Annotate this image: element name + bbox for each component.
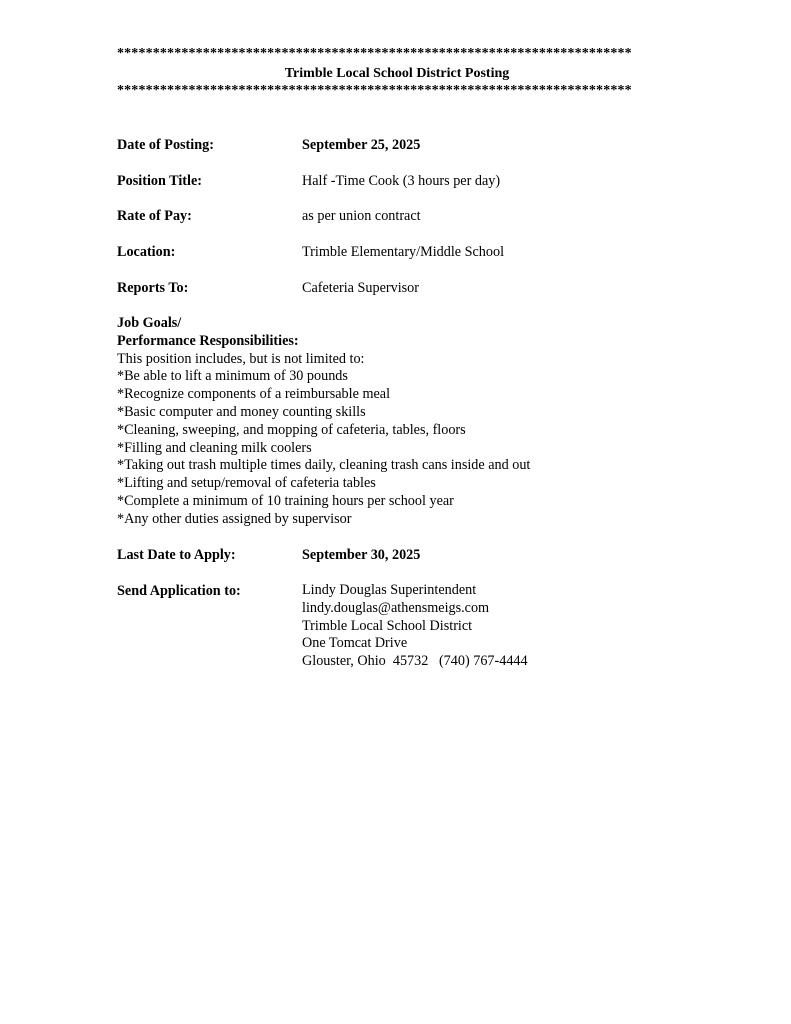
- posting-title: Trimble Local School District Posting: [284, 66, 510, 81]
- list-item: *Basic computer and money counting skills: [117, 403, 366, 420]
- asterisk-divider-bottom: ************************************************************************: [117, 83, 632, 98]
- send-application-address: [302, 582, 528, 671]
- date-of-posting-value: September 25, 2025: [302, 137, 421, 153]
- contact-email: lindy.douglas@athensmeigs.com: [302, 599, 490, 616]
- rate-of-pay-label: Rate of Pay:: [117, 208, 192, 224]
- asterisk-divider-top: ************************************************************************: [117, 46, 632, 61]
- list-item: *Any other duties assigned by supervisor: [117, 510, 352, 527]
- position-title-value: Half -Time Cook (3 hours per day): [302, 173, 501, 189]
- contact-city-phone: Glouster, Ohio 45732 (740) 767-4444: [302, 653, 528, 670]
- list-item: *Be able to lift a minimum of 30 pounds: [117, 368, 348, 385]
- contact-organization: Trimble Local School District: [302, 617, 473, 634]
- position-title-label: Position Title:: [117, 173, 202, 189]
- job-goals-section: [117, 315, 530, 529]
- location-value: Trimble Elementary/Middle School: [302, 244, 505, 260]
- rate-of-pay-value: as per union contract: [302, 208, 421, 224]
- list-item: *Complete a minimum of 10 training hours per school year: [117, 492, 454, 509]
- location-label: Location:: [117, 244, 176, 260]
- list-item: *Lifting and setup/removal of cafeteria tables: [117, 475, 376, 492]
- reports-to-value: Cafeteria Supervisor: [302, 280, 420, 296]
- performance-responsibilities-heading: Performance Responsibilities:: [117, 332, 299, 349]
- last-date-label: Last Date to Apply:: [117, 547, 236, 563]
- list-item: *Filling and cleaning milk coolers: [117, 439, 312, 456]
- job-goals-intro: This position includes, but is not limited to:: [117, 350, 365, 367]
- date-of-posting-label: Date of Posting:: [117, 137, 214, 153]
- send-application-label: Send Application to:: [117, 583, 241, 599]
- job-goals-heading: Job Goals/: [117, 315, 182, 331]
- list-item: *Taking out trash multiple times daily, cleaning trash cans inside and out: [117, 457, 531, 474]
- contact-name: Lindy Douglas Superintendent: [302, 582, 477, 598]
- list-item: *Recognize components of a reimbursable meal: [117, 386, 391, 403]
- reports-to-label: Reports To:: [117, 280, 189, 296]
- list-item: *Cleaning, sweeping, and mopping of cafeteria, tables, floors: [117, 421, 466, 438]
- last-date-value: September 30, 2025: [302, 547, 421, 563]
- contact-street: One Tomcat Drive: [302, 635, 408, 652]
